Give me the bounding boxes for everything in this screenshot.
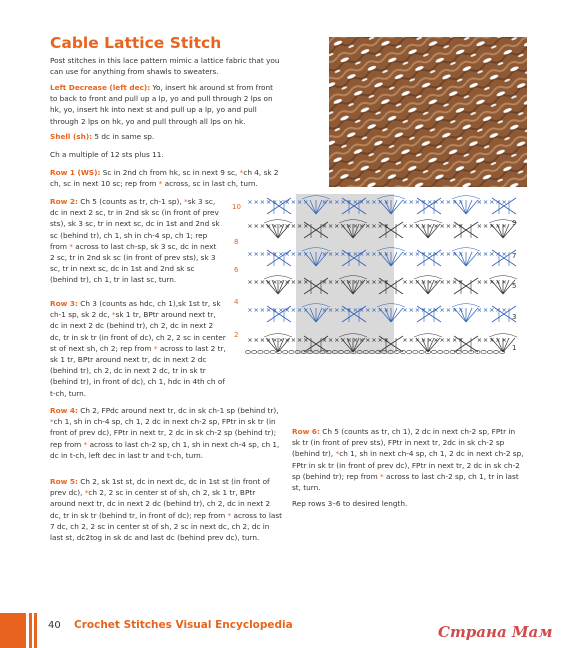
shell-arc-symbol (489, 276, 517, 280)
footer-stripe (29, 613, 32, 648)
shell-stitch-symbol (266, 224, 278, 238)
intro-text: Post stitches in this lace pattern mimic a lattice fabric that you can use for anything from shawls to sweaters. (50, 56, 280, 77)
chain-multiple-text: Ch a multiple of 12 sts plus 11. (50, 150, 164, 159)
stitch-symbol (484, 280, 487, 283)
shell-definition (50, 131, 282, 142)
chain-stitch-symbol (270, 350, 275, 353)
stitch-symbol (478, 200, 481, 203)
stitch-symbol (255, 308, 258, 311)
row-number-left: 2 (234, 331, 239, 339)
shell-stitch-symbol (278, 224, 290, 238)
shell-stitch-symbol (422, 338, 428, 352)
stitch-symbol (292, 252, 295, 255)
row-number-left: 6 (234, 266, 239, 274)
stitch-symbol (255, 224, 258, 227)
footer-color-bar (0, 613, 26, 648)
swatch-photo (329, 37, 527, 187)
stitch-symbol (490, 200, 493, 203)
stitch-symbol (484, 338, 487, 341)
stitch-symbol (255, 252, 258, 255)
book-title: Crochet Stitches Visual Encyclopedia (74, 619, 293, 631)
row2-text-a: Ch 5 (counts as tr, ch-1 sp), (77, 197, 185, 206)
shell-stitch-symbol (454, 252, 466, 266)
asterisk: * (50, 417, 54, 427)
stitch-symbol (453, 280, 456, 283)
stitch-symbol (428, 200, 431, 203)
chain-stitch-symbol (245, 350, 250, 353)
asterisk: * (335, 449, 340, 459)
row6-text-b: ch 1, sh in next ch-4 sp, ch 1, 2 dc in next ch-2 sp, FPtr in sk tr (in front of prev dc), FPtr in next tr, 2 dc in sk ch-2 sp (behind tr); rep from (292, 449, 524, 481)
chain-stitch-symbol (438, 350, 443, 353)
stitch-symbol (261, 252, 264, 255)
stitch-symbol (279, 338, 282, 341)
stitch-symbol (416, 252, 419, 255)
row4-instruction (50, 405, 282, 461)
shell-stitch-symbol (466, 308, 472, 322)
row-number-left: 8 (234, 238, 239, 246)
stitch-symbol (279, 252, 282, 255)
stitch-symbol (410, 338, 413, 341)
row2-label: Row 2: (50, 197, 78, 206)
chain-stitch-symbol (407, 350, 412, 353)
stitch-symbol (248, 224, 251, 227)
stitch-symbol (248, 280, 251, 283)
asterisk: * (153, 343, 158, 353)
stitch-symbol (248, 252, 251, 255)
shell-stitch-symbol (416, 224, 428, 238)
stitch-symbol (267, 308, 270, 311)
asterisk: * (158, 179, 163, 189)
stitch-symbol (453, 224, 456, 227)
shell-stitch-symbol (428, 338, 434, 352)
chain-stitch-symbol (252, 350, 257, 353)
stitch-symbol (503, 252, 506, 255)
row1-text-a: Sc in 2nd ch from hk, sc in next 9 sc, (100, 168, 240, 177)
shell-stitch-symbol (491, 224, 503, 238)
stitch-symbol (428, 224, 431, 227)
stitch-symbol (403, 252, 406, 255)
stitch-diagram (228, 192, 526, 358)
row-number-right: 5 (512, 282, 517, 290)
stitch-symbol (428, 338, 431, 341)
left-decrease-label: Left Decrease (left dec): (50, 83, 151, 92)
row5-instruction (50, 476, 282, 543)
chain-stitch-symbol (481, 350, 486, 353)
stitch-symbol (403, 308, 406, 311)
shell-stitch-symbol (491, 280, 503, 294)
row6-text-a: Ch 5 (counts as tr, ch 1), 2 dc in next ch-2 sp, FPtr in sk tr (in front of prev sts), FPtr in next tr, 2dc in sk ch-2 sp (behind tr), (292, 427, 516, 459)
chain-stitch-symbol (431, 350, 436, 353)
stitch-symbol (261, 308, 264, 311)
stitch-symbol (503, 200, 506, 203)
stitch-symbol (279, 200, 282, 203)
stitch-symbol (447, 200, 450, 203)
shell-stitch-symbol (466, 308, 478, 322)
stitch-symbol (410, 200, 413, 203)
row4-text-c: across to last ch-2 sp, ch 1, sh in next ch-4 sp, ch 1, dc in t-ch, left dec in last tr and t-ch, turn. (50, 439, 280, 460)
asterisk: * (184, 197, 188, 206)
stitch-symbol (410, 252, 413, 255)
page-number: 40 (48, 620, 61, 631)
shell-stitch-symbol (497, 338, 503, 352)
shell-stitch-symbol (278, 280, 290, 294)
stitch-symbol (478, 224, 481, 227)
shell-stitch-symbol (460, 308, 466, 322)
stitch-symbol (261, 200, 264, 203)
shell-stitch-symbol (454, 308, 466, 322)
row3-text-b: sk 1 tr, BPtr around next tr, dc in next 2 dc (behind tr), ch 2, dc in next 2 dc, tr in sk tr (in front of dc), ch 2, 2 sc in center st of next sh, ch 2; rep from (50, 310, 226, 353)
shell-stitch-symbol (278, 338, 290, 352)
repeat-highlight (296, 194, 394, 354)
stitch-symbol (403, 280, 406, 283)
row4-text-b: ch 1, sh in ch-4 sp, ch 1, 2 dc in next ch-2 sp, FPtr in sk tr (in front of prev dc), FPtr in next tr, 2 dc in sk ch-2 sp (behind tr); rep from (50, 417, 277, 449)
shell-arc-symbol (414, 334, 442, 338)
stitch-symbol (248, 338, 251, 341)
shell-arc-symbol (414, 276, 442, 280)
row5-text-a: Ch 2, sk 1st st, dc in next dc, dc in 1st st (in front of prev dc), (50, 477, 270, 498)
shell-stitch-symbol (454, 200, 466, 214)
row2-text-b: sk 3 sc, dc in next 2 sc, tr in 2nd sk sc (in front of prev sts), sk 3 sc, tr in next sc, dc in 1st and 2nd sk sc (behind tr), ch 1, sh in ch-4 sp, ch 1; rep from (50, 197, 220, 251)
stitch-symbol (255, 200, 258, 203)
row3-text-c: across to last 2 tr, sk 1 tr, BPtr around next tr, dc in next 2 dc (behind tr), ch 2, dc in next 2 dc, tr in sk tr (behind tr), in front of dc), ch 1, hdc in 4th ch of t-ch, turn. (50, 343, 226, 398)
stitch-symbol (292, 308, 295, 311)
row3-label: Row 3: (50, 299, 78, 308)
stitch-symbol (441, 200, 444, 203)
stitch-symbol (410, 280, 413, 283)
stitch-symbol (447, 338, 450, 341)
asterisk: * (84, 488, 89, 498)
stitch-symbol (292, 280, 295, 283)
shell-arc-symbol (452, 304, 480, 308)
shell-stitch-symbol (497, 280, 503, 294)
shell-stitch-symbol (466, 252, 472, 266)
stitch-symbol (484, 252, 487, 255)
stitch-symbol (403, 338, 406, 341)
stitch-symbol (441, 308, 444, 311)
shell-stitch-symbol (266, 338, 278, 352)
stitch-symbol (261, 224, 264, 227)
stitch-symbol (292, 200, 295, 203)
stitch-symbol (478, 308, 481, 311)
shell-arc-symbol (264, 276, 292, 280)
stitch-symbol (484, 224, 487, 227)
row-number-left: 4 (234, 298, 239, 306)
stitch-symbol (410, 308, 413, 311)
row-number-left: 10 (232, 203, 241, 211)
row-number-right: 1 (512, 344, 517, 352)
stitch-symbol (261, 338, 264, 341)
row5-text-b: ch 2, 2 sc in center st of sh, ch 2, sk 1 tr, BPtr around next tr, dc in next 2 dc (behind tr), ch 2, dc in next 2 dc, tr in sk tr (behind tr, in front of dc); rep from (50, 488, 271, 520)
stitch-symbol (410, 224, 413, 227)
row3-text-a: Ch 3 (counts as hdc, ch 1),sk 1st tr, sk ch-1 sp, sk 2 dc, (50, 299, 221, 320)
chain-stitch-symbol (283, 350, 288, 353)
stitch-symbol (416, 308, 419, 311)
stitch-symbol (292, 338, 295, 341)
chain-stitch-symbol (444, 350, 449, 353)
stitch-symbol (267, 252, 270, 255)
stitch-symbol (428, 252, 431, 255)
stitch-symbol (447, 252, 450, 255)
stitch-symbol (255, 338, 258, 341)
stitch-symbol (403, 224, 406, 227)
shell-stitch-symbol (497, 224, 503, 238)
repeat-instruction: Rep rows 3–6 to desired length. (292, 499, 408, 508)
left-decrease-text: Yo, insert hk around st from front to back to front and pull up a lp, yo and pull through 2 lps on hk, yo, insert hk into next st and pull up a lp, yo and pull through 2 lps on hk, yo and pull through all lps on hk. (50, 83, 274, 126)
shell-stitch-symbol (416, 338, 428, 352)
shell-arc-symbol (452, 248, 480, 252)
stitch-symbol (267, 200, 270, 203)
stitch-symbol (248, 308, 251, 311)
chain-stitch-symbol (394, 350, 399, 353)
stitch-symbol (503, 308, 506, 311)
shell-stitch-symbol (266, 280, 278, 294)
stitch-symbol (478, 252, 481, 255)
row5-text-c: across to last 7 dc, ch 2, 2 sc in center st of sh, 2 sc in next dc, ch 2, dc in last st, dc2tog in sk dc and last dc (behind prev dc), turn. (50, 510, 283, 543)
stitch-symbol (441, 280, 444, 283)
shell-stitch-symbol (466, 200, 472, 214)
row2-instruction (50, 196, 222, 286)
shell-arc-symbol (452, 196, 480, 200)
shell-arc-symbol (264, 334, 292, 338)
shell-label: Shell (sh): (50, 132, 93, 141)
chain-stitch-symbol (419, 350, 424, 353)
shell-stitch-symbol (422, 224, 428, 238)
row6-label: Row 6: (292, 427, 320, 436)
row5-label: Row 5: (50, 477, 78, 486)
chain-stitch-symbol (413, 350, 418, 353)
stitch-symbol (261, 280, 264, 283)
row1-instruction (50, 167, 282, 189)
row1-text-b: ch 4, sk 2 ch, sc in next 10 sc; rep from (50, 168, 279, 189)
row-number-right: 9 (512, 219, 517, 227)
stitch-symbol (447, 280, 450, 283)
stitch-symbol (292, 224, 295, 227)
watermark-logo: Страна Мам (438, 623, 553, 641)
stitch-symbol (484, 308, 487, 311)
stitch-symbol (478, 338, 481, 341)
shell-text: 5 dc in same sp. (92, 132, 155, 141)
stitch-symbol (279, 224, 282, 227)
stitch-symbol (403, 200, 406, 203)
asterisk: * (239, 168, 244, 177)
stitch-symbol (428, 308, 431, 311)
shell-stitch-symbol (428, 280, 434, 294)
asterisk: * (111, 310, 116, 320)
stitch-symbol (416, 200, 419, 203)
shell-stitch-symbol (422, 280, 428, 294)
shell-stitch-symbol (460, 200, 466, 214)
shell-stitch-symbol (460, 252, 466, 266)
stitch-symbol (248, 200, 251, 203)
stitch-symbol (447, 308, 450, 311)
stitch-symbol (441, 338, 444, 341)
left-decrease-definition (50, 82, 282, 127)
row-number-right: 7 (512, 252, 517, 260)
stitch-symbol (441, 252, 444, 255)
chain-stitch-symbol (264, 350, 269, 353)
stitch-symbol (279, 308, 282, 311)
row2-text-c: across to last ch-sp, sk 3 sc, dc in next 2 sc, tr in 2nd sk sc (in front of prev sts), sk 3 sc, tr in next sc, dc in 1st and 2nd sk sc (behind tr), ch 1, tr in last sc, turn. (50, 241, 217, 285)
shell-arc-symbol (414, 220, 442, 224)
asterisk: * (69, 241, 73, 251)
stitch-symbol (255, 280, 258, 283)
stitch-symbol (490, 252, 493, 255)
page-title: Cable Lattice Stitch (50, 34, 222, 52)
row4-label: Row 4: (50, 406, 78, 415)
row1-label: Row 1 (WS): (50, 168, 101, 177)
stitch-symbol (428, 280, 431, 283)
asterisk: * (83, 439, 88, 449)
stitch-symbol (484, 200, 487, 203)
chain-stitch-symbol (462, 350, 467, 353)
asterisk: * (380, 471, 384, 481)
asterisk: * (227, 510, 232, 520)
chain-stitch-symbol (258, 350, 263, 353)
shell-stitch-symbol (466, 200, 478, 214)
stitch-symbol (441, 224, 444, 227)
chain-stitch-symbol (493, 350, 498, 353)
row1-text-c: across, sc in last ch, turn. (162, 179, 258, 189)
stitch-symbol (453, 338, 456, 341)
row6-text-c: across to last ch-2 sp, ch 1, tr in last st, turn. (292, 471, 519, 493)
footer-stripe (34, 613, 37, 648)
row6-instruction (292, 426, 524, 493)
shell-arc-symbol (489, 334, 517, 338)
stitch-symbol (447, 224, 450, 227)
stitch-symbol (478, 280, 481, 283)
row3-instruction (50, 298, 226, 399)
shell-stitch-symbol (416, 280, 428, 294)
row-number-right: 3 (512, 313, 517, 321)
row4-text-a: Ch 2, FPdc around next tr, dc in sk ch-1 sp (behind tr), (77, 406, 279, 415)
stitch-symbol (490, 308, 493, 311)
shell-arc-symbol (264, 220, 292, 224)
stitch-symbol (279, 280, 282, 283)
chain-stitch-symbol (456, 350, 461, 353)
shell-stitch-symbol (491, 338, 503, 352)
chain-stitch-symbol (289, 350, 294, 353)
chain-stitch-symbol (487, 350, 492, 353)
shell-stitch-symbol (428, 224, 434, 238)
shell-stitch-symbol (466, 252, 478, 266)
